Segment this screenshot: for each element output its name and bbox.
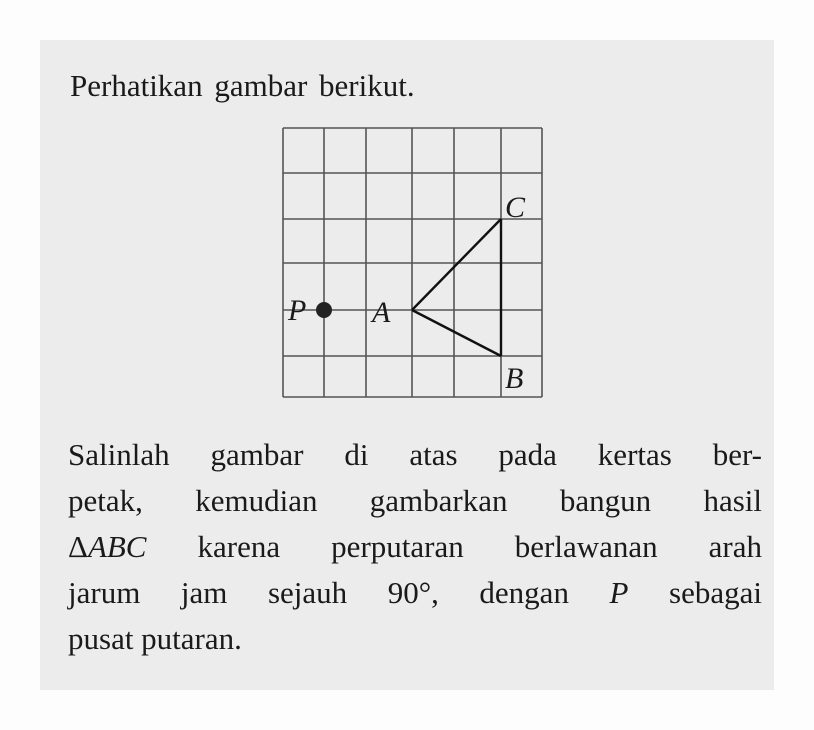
question-line-4 bbox=[68, 570, 762, 616]
question-line-2: petak, kemudian gambarkan bangun hasil bbox=[68, 483, 762, 518]
segment-ac bbox=[412, 219, 501, 310]
triangle-symbol: Δ bbox=[68, 529, 88, 564]
question-line-4-a: jarum jam sejauh 90°, dengan bbox=[68, 575, 610, 610]
intro-text: Perhatikan gambar berikut. bbox=[70, 68, 415, 103]
question-line-3 bbox=[68, 524, 762, 570]
point-label-b: B bbox=[505, 362, 524, 395]
question-text bbox=[68, 432, 762, 662]
point-label-a: A bbox=[372, 296, 391, 329]
point-label-c: C bbox=[505, 191, 526, 224]
point-label-p: P bbox=[288, 294, 307, 327]
segment-ab bbox=[412, 310, 501, 356]
question-line-5: pusat putaran. bbox=[68, 621, 242, 656]
point-p-dot bbox=[316, 302, 332, 318]
center-point-label: P bbox=[609, 575, 629, 610]
question-line-3-rest: karena perputaran berlawanan arah bbox=[146, 529, 762, 564]
question-line-4-b: sebagai bbox=[628, 575, 762, 610]
question-line-1: Salinlah gambar di atas pada kertas ber- bbox=[68, 437, 762, 472]
triangle-name: ABC bbox=[87, 529, 147, 564]
